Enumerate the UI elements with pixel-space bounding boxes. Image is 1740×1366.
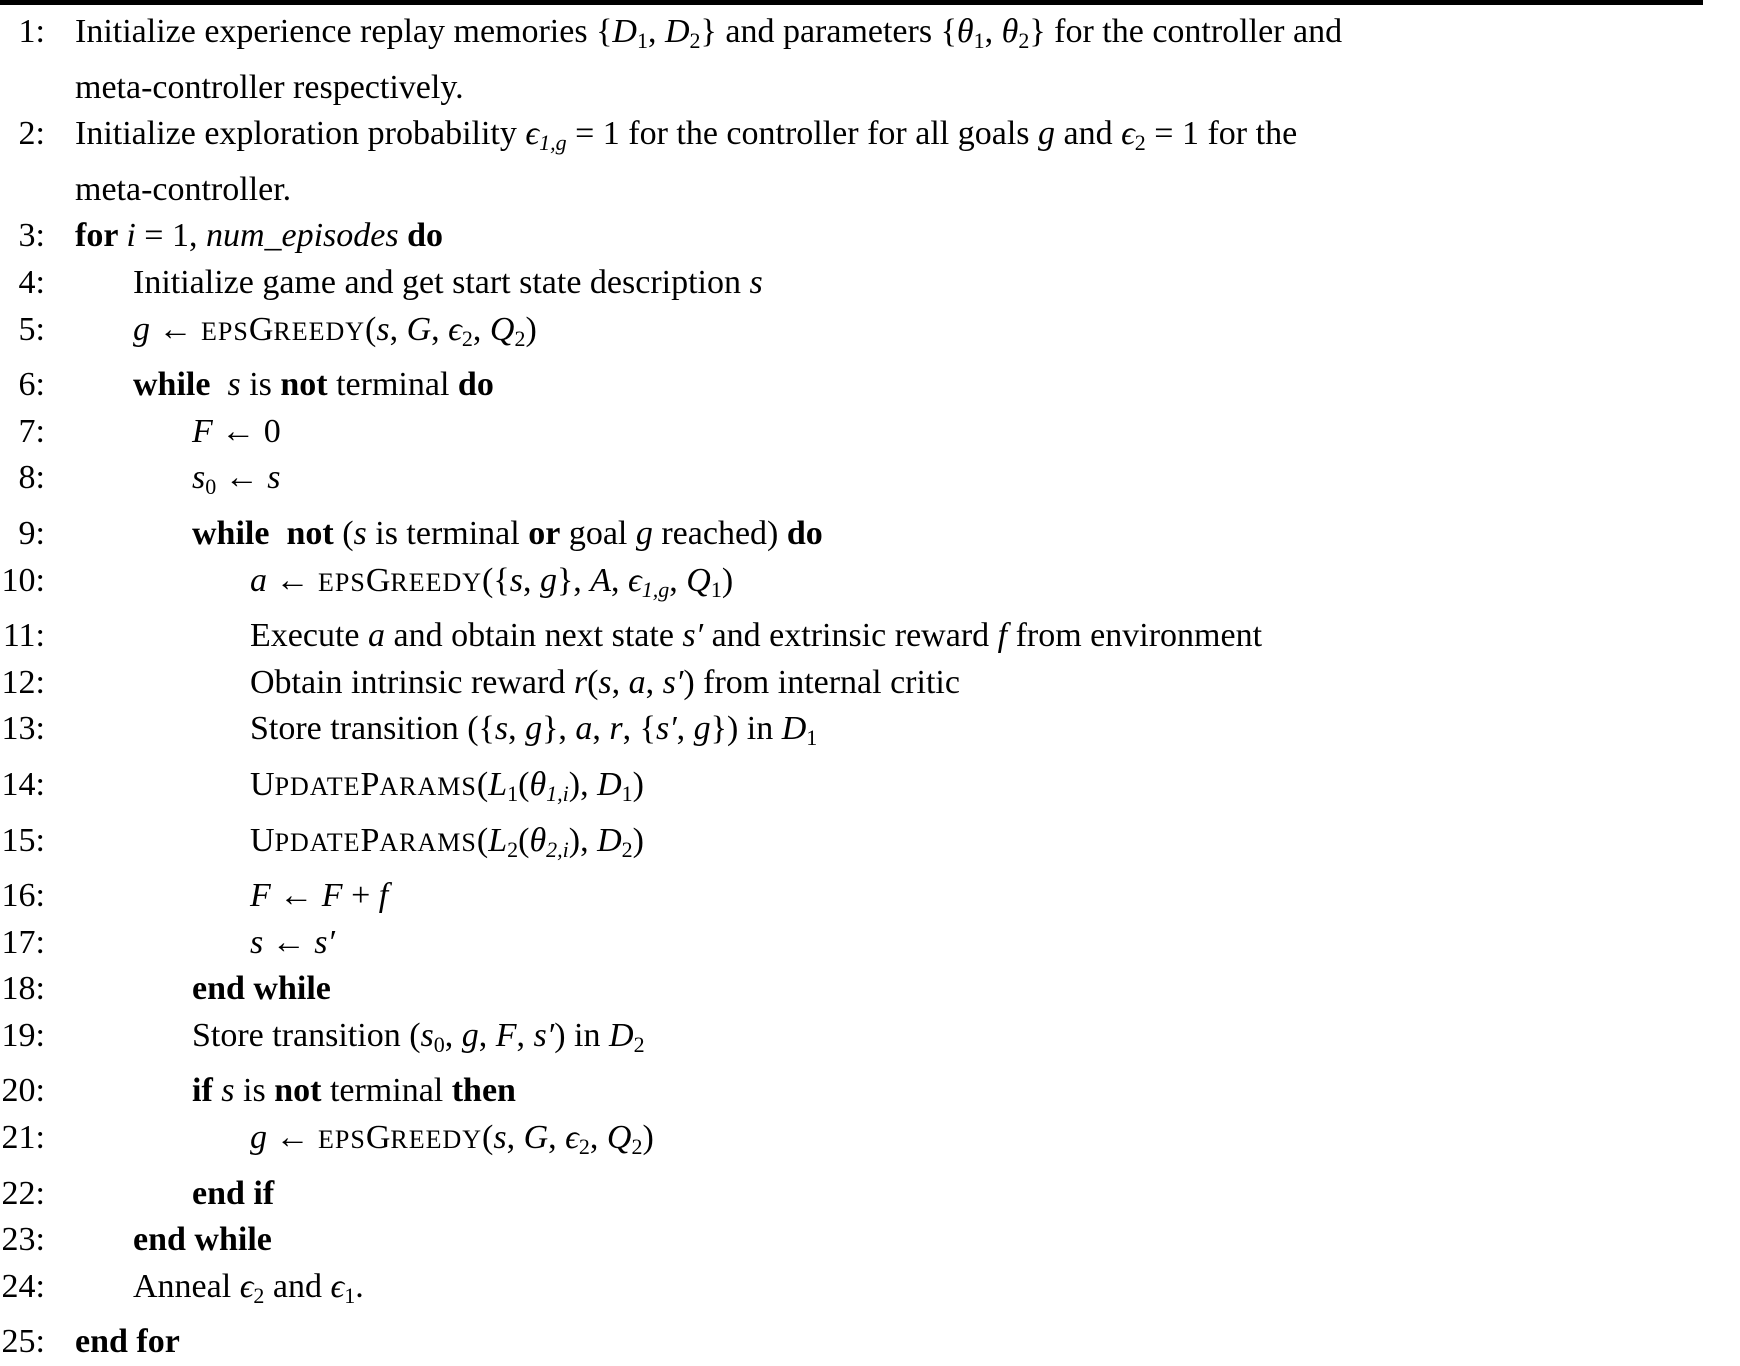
text-segment: 1 [621, 780, 633, 806]
text-segment: 2 [1018, 28, 1030, 53]
algo-line-20 [0, 1068, 1740, 1115]
text-segment: EPS [318, 1125, 366, 1155]
line-content [75, 9, 1342, 111]
text-segment: ) [525, 310, 537, 348]
line-content [192, 1013, 645, 1069]
text-segment: do [407, 217, 444, 255]
algo-line-21 [0, 1115, 1740, 1171]
text-segment: + [342, 877, 379, 915]
text-segment: 1,g [641, 576, 670, 602]
text-segment: ← [267, 1119, 318, 1157]
text-segment: 2 [461, 325, 473, 351]
text-segment: ϵ [565, 1119, 579, 1157]
text-segment: P [360, 765, 380, 803]
line-content [133, 260, 763, 307]
text-segment: do [786, 514, 823, 552]
line-number: 14: [1, 765, 45, 803]
line-content [192, 455, 280, 511]
text-segment: EPS [201, 316, 249, 346]
text-segment: Store transition ({ [250, 710, 495, 748]
text-segment: is terminal [366, 514, 529, 552]
text-segment: g [539, 561, 557, 599]
algo-line-22 [0, 1171, 1740, 1218]
text-segment: s [192, 459, 206, 497]
algo-line-8 [0, 455, 1740, 511]
text-segment: then [451, 1072, 516, 1110]
text-segment: s [376, 310, 390, 348]
line-number: 10: [1, 561, 45, 599]
text-segment: , [431, 310, 449, 348]
text-segment: ϵ [525, 115, 540, 153]
algo-line-11 [0, 613, 1740, 660]
text-segment: 0 [433, 1031, 445, 1057]
text-segment: G [248, 310, 274, 348]
text-segment: D [609, 1016, 634, 1054]
text-segment: 2 [253, 1282, 265, 1308]
text-segment: , [548, 1119, 566, 1157]
text-segment: s′ [655, 710, 677, 748]
text-segment: 2 [631, 1134, 643, 1160]
text-segment [399, 217, 408, 254]
text-segment: num_episodes [205, 217, 399, 255]
text-segment: EPS [318, 567, 366, 597]
algo-line-14 [0, 762, 1740, 818]
text-segment: U [250, 765, 275, 803]
line-number: 1: [18, 13, 45, 50]
algo-line-15 [0, 818, 1740, 874]
text-segment: g [250, 1119, 267, 1157]
line-number: 2: [18, 115, 45, 153]
text-segment: } and parameters { [700, 13, 957, 50]
text-segment: Initialize experience replay memories { [75, 13, 613, 50]
text-segment: PDATE [274, 827, 361, 857]
text-segment: D [597, 821, 622, 859]
text-segment: 2 [507, 836, 519, 862]
text-segment: Store transition ( [192, 1016, 421, 1054]
text-segment: 1 [973, 28, 985, 53]
text-segment: θ [529, 821, 547, 859]
line-number: 3: [18, 217, 45, 255]
text-segment: s [494, 710, 509, 748]
text-segment: D [664, 13, 690, 50]
text-segment: goal [560, 514, 636, 552]
text-segment: G [523, 1119, 549, 1157]
line-content [250, 558, 733, 614]
text-segment: L [488, 821, 508, 859]
text-segment: or [528, 514, 561, 552]
line-content [75, 111, 1297, 213]
text-segment: and extrinsic reward [703, 617, 998, 655]
algo-line-9 [0, 511, 1740, 558]
text-segment: 2 [621, 836, 633, 862]
text-segment: while [133, 366, 211, 404]
text-segment: do [457, 366, 494, 404]
line-content [250, 706, 817, 762]
text-segment: terminal [321, 1072, 452, 1110]
text-segment: s [493, 1119, 507, 1157]
text-segment: D [597, 765, 622, 803]
text-segment: not [280, 366, 328, 404]
text-segment: 1 [636, 28, 648, 53]
text-segment: , [645, 663, 663, 701]
text-segment: }) in [710, 710, 782, 748]
text-segment: , [589, 1119, 607, 1157]
text-segment: s′ [682, 617, 704, 655]
line-content [133, 1217, 272, 1264]
line-content [133, 362, 494, 409]
line-number: 9: [18, 514, 45, 552]
text-segment: F [250, 877, 271, 915]
algo-line-18 [0, 966, 1740, 1013]
text-segment [269, 515, 286, 552]
text-segment: and obtain next state [385, 617, 683, 655]
line-content [192, 511, 823, 558]
line-number: 8: [18, 459, 45, 497]
text-segment: ({ [482, 561, 510, 599]
algo-line-13 [0, 706, 1740, 762]
text-segment: ϵ [1121, 115, 1135, 153]
text-segment: is [240, 366, 281, 404]
text-segment: ) [632, 821, 644, 859]
text-segment: Initialize exploration probability [75, 115, 526, 153]
text-segment: terminal [327, 366, 458, 404]
text-segment: G [365, 1119, 391, 1157]
text-segment: , [669, 561, 687, 599]
text-segment: D [612, 13, 637, 50]
algo-line-1 [0, 9, 1740, 111]
text-segment: g [461, 1016, 479, 1054]
text-segment: ( [518, 765, 530, 803]
text-segment: ( [476, 821, 489, 859]
text-segment: if [192, 1072, 222, 1110]
text-segment: } for the controller and [1029, 13, 1343, 50]
text-segment: s [250, 923, 264, 961]
text-segment: s [227, 366, 241, 404]
text-segment: 2 [633, 1031, 645, 1057]
text-segment: not [274, 1072, 322, 1110]
algo-line-7 [0, 409, 1740, 456]
text-segment: s [598, 663, 612, 701]
text-segment: s [267, 459, 281, 497]
text-segment: while [192, 514, 270, 552]
text-segment: 1 [710, 576, 722, 602]
line-number: 12: [1, 663, 45, 701]
text-segment: θ [956, 13, 974, 50]
text-segment: end for [75, 1323, 180, 1361]
text-segment: meta-controller respectively. [75, 68, 464, 106]
line-content [250, 920, 335, 967]
line-number: 22: [1, 1174, 45, 1212]
text-segment: g [693, 710, 711, 748]
text-segment: s [420, 1016, 434, 1054]
text-segment: 2 [514, 325, 526, 351]
text-segment: for [75, 217, 127, 255]
text-segment: G [365, 561, 391, 599]
text-segment: , [611, 561, 629, 599]
text-segment: P [360, 821, 380, 859]
algorithm-listing [0, 9, 1740, 1366]
text-segment: s′ [314, 923, 335, 961]
text-segment: end while [133, 1221, 272, 1259]
line-number: 4: [18, 263, 45, 301]
text-segment: and [264, 1267, 331, 1305]
top-rule [0, 0, 1703, 5]
text-segment: Q [489, 310, 515, 348]
line-number: 23: [1, 1221, 45, 1259]
text-segment: F [192, 412, 213, 450]
text-segment: ( [333, 514, 354, 552]
text-segment: ), [568, 821, 598, 859]
text-segment: end if [192, 1174, 275, 1212]
text-segment: s [749, 263, 763, 301]
text-segment: , [516, 1016, 534, 1054]
text-segment: ( [365, 310, 377, 348]
text-segment: REEDY [273, 316, 366, 346]
text-segment: g [635, 514, 653, 552]
text-segment: . [355, 1267, 364, 1305]
text-segment: r [573, 663, 588, 701]
text-segment: ), [568, 765, 598, 803]
line-content [192, 1068, 516, 1115]
line-content [250, 1115, 654, 1171]
algo-line-17 [0, 920, 1740, 967]
text-segment: ϵ [239, 1267, 254, 1305]
text-segment: s [221, 1072, 235, 1110]
text-segment: ) [642, 1119, 654, 1157]
text-segment: = 1 for the controller for all goals [566, 115, 1038, 153]
text-segment: , [478, 1016, 496, 1054]
text-segment: f [997, 617, 1008, 655]
algo-line-16 [0, 873, 1740, 920]
text-segment: is [234, 1072, 275, 1110]
text-segment: 1,i [546, 780, 569, 806]
text-segment: 2 [578, 1134, 590, 1160]
line-content [250, 660, 960, 707]
text-segment: ← [267, 561, 318, 599]
text-segment: 1 [344, 1282, 356, 1308]
line-number: 5: [18, 310, 45, 348]
text-segment: 1 [507, 780, 519, 806]
text-segment: , [522, 561, 540, 599]
text-segment: Execute [250, 617, 368, 655]
text-segment: ) [632, 765, 644, 803]
algo-line-24 [0, 1264, 1740, 1320]
text-segment: ← [270, 877, 322, 915]
text-segment: θ [529, 765, 547, 803]
line-number: 7: [18, 412, 45, 450]
text-segment: , [444, 1016, 462, 1054]
text-segment: s [509, 561, 523, 599]
text-segment: Obtain intrinsic reward [250, 663, 574, 701]
algo-line-4 [0, 260, 1740, 307]
text-segment: s [353, 514, 367, 552]
line-number: 21: [1, 1119, 45, 1157]
text-segment: D [781, 710, 807, 748]
text-segment: , [676, 710, 694, 748]
text-segment: ARAMS [379, 827, 477, 857]
text-segment: U [250, 821, 275, 859]
line-content [250, 613, 1262, 660]
line-content [75, 213, 443, 260]
text-segment: ← [150, 310, 201, 348]
text-segment: , [611, 663, 629, 701]
text-segment: f [378, 877, 389, 915]
line-number: 16: [1, 877, 45, 915]
algo-line-12 [0, 660, 1740, 707]
text-segment: , [984, 13, 1002, 50]
line-content [75, 1319, 180, 1366]
text-segment: meta-controller. [75, 170, 292, 208]
line-content [133, 1264, 364, 1320]
text-segment: s′ [533, 1016, 555, 1054]
text-segment: L [488, 765, 508, 803]
line-content [192, 966, 331, 1013]
text-segment: 2,i [546, 836, 569, 862]
line-number: 19: [1, 1016, 45, 1054]
text-segment: = 1 for the [1145, 115, 1298, 153]
line-number: 18: [1, 970, 45, 1008]
text-segment: 0 [205, 474, 217, 500]
algo-line-19 [0, 1013, 1740, 1069]
text-segment: 2 [689, 28, 701, 53]
text-segment: and [1055, 115, 1122, 153]
text-segment: not [286, 514, 334, 552]
text-segment: Q [606, 1119, 632, 1157]
text-segment: ( [518, 821, 530, 859]
line-number: 17: [1, 923, 45, 961]
line-content [250, 873, 388, 920]
algo-line-25 [0, 1319, 1740, 1366]
text-segment: ϵ [448, 310, 462, 348]
line-number: 15: [1, 821, 45, 859]
text-segment: a [250, 561, 267, 599]
text-segment: a [575, 710, 593, 748]
text-segment: r [609, 710, 623, 748]
text-segment: ← [216, 459, 268, 497]
line-number: 25: [1, 1323, 45, 1361]
text-segment: ( [482, 1119, 494, 1157]
text-segment: a [628, 663, 646, 701]
text-segment: , [647, 13, 665, 50]
text-segment: g [525, 710, 543, 748]
text-segment: s′ [662, 663, 684, 701]
line-number: 20: [1, 1072, 45, 1110]
line-number: 11: [2, 617, 45, 655]
text-segment: ) [721, 561, 734, 599]
text-segment: PDATE [274, 771, 361, 801]
line-content [192, 409, 281, 456]
text-segment: end while [192, 970, 331, 1008]
line-content [250, 762, 644, 818]
text-segment: Anneal [133, 1267, 240, 1305]
text-segment: }, [542, 710, 576, 748]
text-segment: θ [1001, 13, 1019, 50]
text-segment: 1,g [539, 130, 567, 156]
text-segment: , [592, 710, 610, 748]
text-segment: ← 0 [212, 412, 281, 450]
line-content [250, 818, 644, 874]
line-content [133, 307, 537, 363]
algo-line-3 [0, 213, 1740, 260]
algo-line-5 [0, 307, 1740, 363]
algo-line-6 [0, 362, 1740, 409]
text-segment: from environment [1007, 617, 1263, 655]
line-number: 6: [18, 366, 45, 404]
text-segment: F [495, 1016, 517, 1054]
text-segment: Q [686, 561, 711, 599]
text-segment: F [321, 877, 343, 915]
algo-line-10 [0, 558, 1740, 614]
text-segment: A [590, 561, 612, 599]
text-segment: ϵ [628, 561, 642, 599]
algo-line-23 [0, 1217, 1740, 1264]
line-content [192, 1171, 274, 1218]
text-segment: reached) [652, 514, 787, 552]
text-segment: ( [476, 765, 489, 803]
text-segment: ϵ [330, 1267, 345, 1305]
text-segment: }, [556, 561, 591, 599]
text-segment: REEDY [390, 567, 483, 597]
text-segment: , [506, 1119, 524, 1157]
text-segment: a [368, 617, 385, 655]
text-segment: ) in [554, 1016, 609, 1054]
text-segment: ( [587, 663, 599, 701]
text-segment: i [126, 217, 136, 255]
text-segment: g [133, 310, 150, 348]
text-segment: , [389, 310, 407, 348]
text-segment: = 1, [135, 217, 206, 255]
text-segment: , [472, 310, 490, 348]
text-segment: REEDY [390, 1125, 483, 1155]
text-segment: Initialize game and get start state description [133, 263, 750, 301]
text-segment: G [406, 310, 432, 348]
text-segment: 2 [1134, 130, 1146, 156]
text-segment: ) from internal critic [683, 663, 960, 701]
text-segment [210, 366, 227, 403]
text-segment: , [508, 710, 526, 748]
text-segment: g [1038, 115, 1055, 153]
text-segment: 1 [806, 725, 818, 751]
text-segment: ← [263, 923, 315, 961]
text-segment: ARAMS [379, 771, 477, 801]
text-segment: , { [622, 710, 656, 748]
algo-line-2 [0, 111, 1740, 213]
line-number: 24: [1, 1267, 45, 1305]
line-number: 13: [1, 710, 45, 748]
